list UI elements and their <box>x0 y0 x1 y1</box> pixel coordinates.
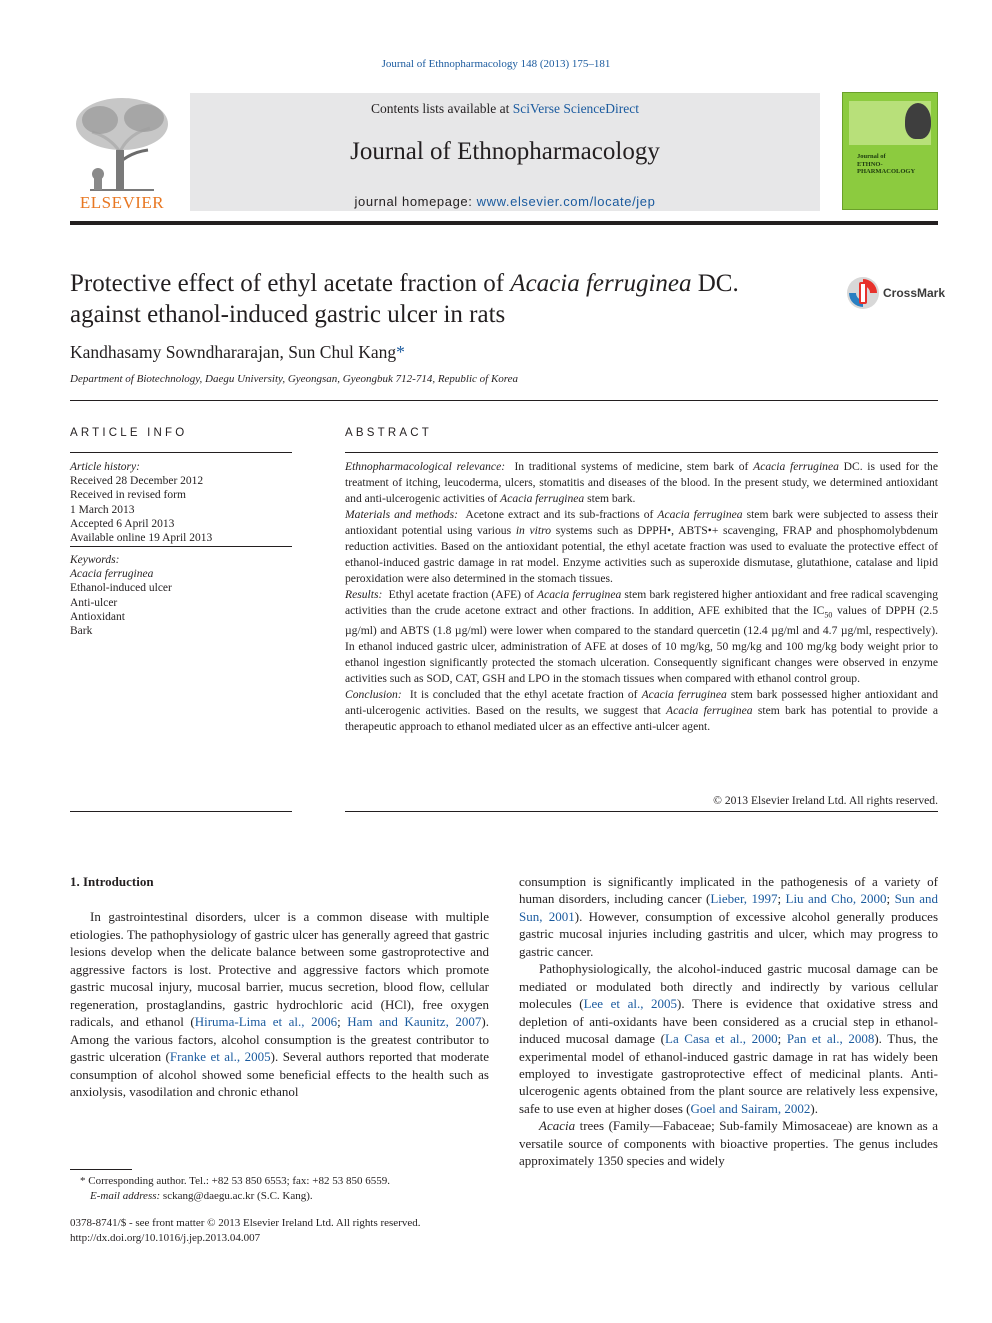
citation-link[interactable]: Liu and Cho, 2000 <box>785 891 887 907</box>
relevance-text: In traditional systems of medicine, stem bark of <box>514 460 754 473</box>
cover-line-2: ETHNO- <box>857 160 883 168</box>
citation-link[interactable]: Lee et al., 2005 <box>583 996 678 1012</box>
cover-line-1: Journal of <box>857 153 886 160</box>
methods-text: Acetone extract and its sub-fractions of <box>465 508 658 521</box>
corresponding-contact: * Corresponding author. Tel.: +82 53 850 6553; fax: +82 53 850 6559. <box>80 1175 390 1187</box>
keyword-item: Ethanol-induced ulcer <box>70 582 172 595</box>
relevance-label: Ethnopharmacological relevance: <box>345 460 506 473</box>
title-line-2: against ethanol-induced gastric ulcer in rats <box>70 301 506 328</box>
results-text: values of DPPH (2.5 µg/ml) and ABTS (1.8 µg/ml) were lower when compared to the standard quercetin (12.4 µg/ml and 4.7 µg/ml, respectively). In ethanol induced gastric ulcer, administration of AFE at doses of 10 mg/kg, 50 mg/kg and 100 mg/kg body weight prior to ethanol ingestion significantly protected the stomach ulceration. Consequently significant changes were observed in enzyme activities such as SOD, CAT, GSH and LPO in the stomach tissues when compared with ethanol control group. <box>345 604 938 686</box>
citation-link[interactable]: Lieber, 1997 <box>710 891 778 907</box>
species-name: Acacia ferruginea <box>500 492 585 505</box>
methods-label: Materials and methods: <box>345 508 458 521</box>
citation-link[interactable]: Hiruma-Lima et al., 2006 <box>194 1014 338 1030</box>
body-text: ). Among the various factors, alcohol consumption is the greatest contributor to gastric ulceration ( <box>70 1014 489 1065</box>
citation-link[interactable]: La Casa et al., 2000 <box>665 1031 778 1047</box>
section-heading-introduction: 1. Introduction <box>70 874 154 889</box>
issn-line: 0378-8741/$ - see front matter © 2013 Elsevier Ireland Ltd. All rights reserved. <box>70 1217 421 1229</box>
body-text: ). There is evidence that oxidative stress and depletion of anti-oxidants have been considered as a crucial step in ethanol-induced mucosal damage ( <box>519 996 938 1047</box>
intro-paragraph-1: In gastrointestinal disorders, ulcer is a common disease with multiple etiologies. The pathophysiology of gastric ulcer has generally agreed that gastric lesions develop when the delicate balance between some gastroprotective and aggressive factors is lost. Protective and aggressive factors which promote gastric mucosal injury, mucosal barrier, mucus secretion, blood flow, cellular regeneration, prostaglandins, gastric hydrochloric acid (HCl), free oxygen radicals, and ethanol (Hiruma-Lima et al., 2006; Ham and Kaunitz, 2007). Among the various factors, alcohol consumption is the greatest contributor to gastric ulceration (Franke et al., 2005). Several authors reported that moderate consumption of alcohol showed some beneficial effects to the health such as anxiolysis, vasodilation and chronic ethanol <box>70 909 489 1099</box>
issn-and-doi <box>70 1216 489 1246</box>
genus-name: Acacia <box>539 1118 576 1134</box>
corresponding-author-footnote <box>70 1174 489 1204</box>
body-text: ). Several authors reported that moderate consumption of alcohol showed some beneficial effects to the health such as anxiolysis, vasodilation and chronic ethanol <box>70 1049 489 1099</box>
history-accepted: Accepted 6 April 2013 <box>70 517 175 530</box>
results-label: Results: <box>345 588 383 601</box>
email-label: E-mail address: <box>90 1190 161 1202</box>
body-text: ). Thus, the experimental model of ethanol-induced gastric damage in rat has widely been employed to investigate gastroprotective effect of medicinal plants. Anti-ulcerogenic agents obtained from the plant source are relatively less expensive, safe to use even at higher doses ( <box>519 1031 938 1116</box>
journal-title: Journal of Ethnopharmacology <box>350 138 660 165</box>
species-name: Acacia ferruginea <box>753 460 839 473</box>
conclusion-text: It is concluded that the ethyl acetate fraction of <box>409 688 642 702</box>
body-text: ). <box>810 1100 818 1116</box>
citation-link[interactable]: Ham and Kaunitz, 2007 <box>347 1014 482 1030</box>
keywords-label: Keywords: <box>70 554 120 566</box>
conclusion-text: stem bark possessed higher antioxidant and anti-ulcerogenic activities. Based on the results, we suggest that <box>345 688 939 718</box>
abstract-relevance <box>345 459 938 507</box>
email-address[interactable]: sckang@daegu.ac.kr (S.C. Kang). <box>160 1190 313 1202</box>
history-revised-label: Received in revised form <box>70 489 186 502</box>
keyword-item: Bark <box>70 625 93 638</box>
body-text: trees (Family—Fabaceae; Sub-family Mimosaceae) are known as a versatile source of components with bioactive properties. The genus includes approximately 1350 species and widely <box>519 1118 938 1169</box>
history-online: Available online 19 April 2013 <box>70 532 213 545</box>
ic50-subscript: 50 <box>824 610 833 620</box>
citation-link[interactable]: Sun and Sun, 2001 <box>519 891 939 924</box>
title-rule <box>70 400 938 401</box>
journal-homepage <box>190 194 820 209</box>
citation-link[interactable]: Goel and Sairam, 2002 <box>690 1100 811 1116</box>
sciencedirect-link[interactable]: SciVerse ScienceDirect <box>512 101 640 116</box>
cover-line-3: PHARMACOLOGY <box>857 168 916 175</box>
info-rule-mid <box>70 546 292 547</box>
crossmark-label: CrossMark <box>883 286 946 300</box>
corresponding-author-mark[interactable]: * <box>396 342 405 362</box>
keyword-item: Anti-ulcer <box>70 596 118 609</box>
body-column-left <box>70 873 489 1100</box>
abstract-copyright: © 2013 Elsevier Ireland Ltd. All rights reserved. <box>713 794 938 807</box>
conclusion-text: stem bark has potential to provide a therapeutic approach to ethanol mediated ulcer as an effective anti-ulcer agent. <box>345 704 938 734</box>
title-part-1: Protective effect of ethyl acetate fraction of <box>70 270 511 297</box>
crossmark-badge[interactable] <box>846 276 946 310</box>
citation-link[interactable]: Pan et al., 2008 <box>786 1031 875 1047</box>
doi-link[interactable]: http://dx.doi.org/10.1016/j.jep.2013.04.007 <box>70 1232 261 1244</box>
relevance-text: DC. is used for the treatment of itching, leucoderma, ulcers, stomatitis and diseases of the blood. In the present study, we determined antioxidant and anti-ulcerogenic activities of <box>345 460 938 505</box>
contents-availability <box>190 101 820 117</box>
keywords <box>70 553 292 638</box>
homepage-prefix: journal homepage: <box>354 194 477 209</box>
contents-prefix: Contents lists available at <box>370 101 513 116</box>
journal-citation[interactable]: Journal of Ethnopharmacology 148 (2013) 175–181 <box>381 58 611 70</box>
author-list <box>70 342 405 363</box>
article-title <box>70 268 810 330</box>
keyword-item: Antioxidant <box>70 610 125 623</box>
species-name: Acacia ferruginea <box>641 688 727 702</box>
history-revised-date: 1 March 2013 <box>70 503 135 516</box>
history-received: Received 28 December 2012 <box>70 475 204 488</box>
intro-paragraph-3 <box>519 1117 938 1169</box>
homepage-link[interactable]: www.elsevier.com/locate/jep <box>476 194 656 209</box>
in-vitro-term: in vitro <box>515 524 552 537</box>
body-text: In gastrointestinal disorders, ulcer is a common disease with multiple etiologies. The pathophysiology of gastric ulcer has generally agreed that gastric lesions develop when the delicate balance between some gastroprotective and aggressive factors is lost. Protective and aggressive factors which promote gastric mucosal injury, mucosal barrier, mucus secretion, blood flow, cellular regeneration, prostaglandins, gastric hydrochloric acid (HCl), free oxygen radicals, and ethanol ( <box>70 909 489 1030</box>
body-text: ). However, consumption of excessive alcohol generally produces gastric mucosal injuries including gastritis and ulcer, which may progress to gastric cancer. <box>519 908 939 959</box>
species-name: Acacia ferruginea <box>666 704 753 718</box>
title-part-2: DC. <box>691 270 739 297</box>
title-species: Acacia ferruginea <box>510 270 692 297</box>
body-text: Pathophysiologically, the alcohol-induced gastric mucosal damage can be mediated or modulated both directly and indirectly by various cellular molecules ( <box>519 961 938 1012</box>
author-affiliation: Department of Biotechnology, Daegu University, Gyeongsan, Gyeongbuk 712-714, Republic of Korea <box>70 373 519 385</box>
methods-text: systems such as DPPH•, ABTS•+ scavenging, FRAP and phosphomolybdenum reduction activities. Based on the antioxidant potential, the ethyl acetate fraction was used to evaluate the protective effect of ethanol-induced gastric damage in rat model. Enzyme activities such as superoxide dismutase, glutathione, catalase and lipid peroxidation were also determined in the stomach tissues. <box>345 524 939 585</box>
species-name: Acacia ferruginea <box>537 588 622 601</box>
info-rule-bottom <box>70 811 292 812</box>
elsevier-wordmark: ELSEVIER <box>79 193 165 212</box>
conclusion-label: Conclusion: <box>345 688 402 702</box>
abstract-methods <box>345 507 938 587</box>
footnote-rule <box>70 1169 132 1170</box>
abstract-heading: ABSTRACT <box>345 427 432 439</box>
results-text: stem bark registered higher antioxidant and free radical scavenging activities than the crude acetone extract and other fractions. In addition, AFE exhibited that the IC <box>345 588 938 617</box>
crossmark-icon <box>846 276 880 310</box>
abstract-rule-bottom <box>345 811 938 812</box>
intro-paragraph-1-cont: consumption is significantly implicated in the pathogenesis of a variety of human disorders, including cancer (Lieber, 1997; Liu and Cho, 2000; Sun and Sun, 2001). However, consumption of excessive alcohol generally produces gastric mucosal injuries including gastritis and ulcer, which may progress to gastric cancer. <box>519 874 939 959</box>
keyword-species: Acacia ferruginea <box>70 568 154 581</box>
body-column-right <box>519 873 938 1170</box>
abstract-rule-top <box>345 452 938 453</box>
history-label: Article history: <box>70 461 140 473</box>
results-text: Ethyl acetate fraction (AFE) of <box>388 588 537 601</box>
body-text: consumption is significantly implicated in the pathogenesis of a variety of human disorders, including cancer ( <box>519 874 938 907</box>
citation-link[interactable]: Franke et al., 2005 <box>169 1049 271 1065</box>
intro-paragraph-2: Pathophysiologically, the alcohol-induced gastric mucosal damage can be mediated or modulated both directly and indirectly by various cellular molecules (Lee et al., 2005). There is evidence that oxidative stress and depletion of anti-oxidants have been considered as a crucial step in ethanol-induced mucosal damage (La Casa et al., 2000; Pan et al., 2008). Thus, the experimental model of ethanol-induced gastric damage in rat has widely been employed to investigate gastroprotective effect of medicinal plants. Anti-ulcerogenic agents obtained from the plant source are relatively less expensive, safe to use even at higher doses (Goel and Sairam, 2002). <box>519 961 938 1116</box>
abstract-conclusion <box>345 687 938 735</box>
info-rule-top <box>70 452 292 453</box>
article-history <box>70 460 292 545</box>
relevance-text: stem bark. <box>584 492 636 505</box>
species-name: Acacia ferruginea <box>657 508 743 521</box>
abstract-body <box>345 459 938 735</box>
abstract-results <box>345 587 938 687</box>
header-rule <box>70 221 938 225</box>
methods-text: stem bark were subjected to assess their antioxidant potential using various <box>345 508 938 537</box>
article-info-heading: ARTICLE INFO <box>70 427 188 439</box>
authors-text: Kandhasamy Sowndhararajan, Sun Chul Kang <box>70 342 397 362</box>
journal-cover-thumbnail[interactable] <box>842 92 938 210</box>
